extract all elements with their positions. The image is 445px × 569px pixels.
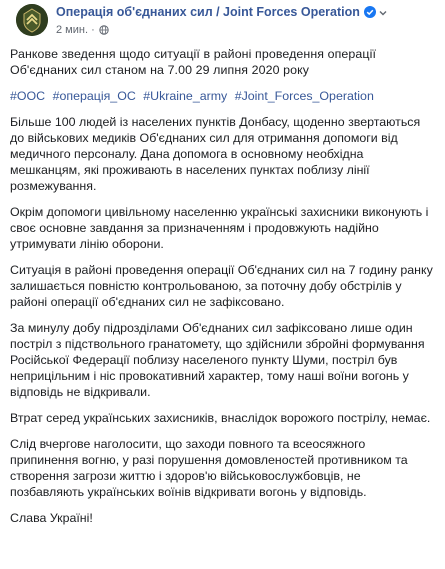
author-name-link[interactable]: Операція об'єднаних сил / Joint Forces Operation bbox=[56, 5, 360, 19]
hashtag-link[interactable]: #Joint_Forces_Operation bbox=[234, 89, 374, 103]
hashtag-link[interactable]: #ООС bbox=[10, 89, 46, 103]
globe-icon bbox=[99, 25, 109, 35]
hashtag-link[interactable]: #Ukraine_army bbox=[143, 89, 228, 103]
post-header bbox=[8, 0, 437, 40]
paragraph-casualties: Втрат серед українських захисників, внаслідок ворожого пострілу, немає. bbox=[10, 411, 431, 425]
army-emblem-icon[interactable] bbox=[16, 4, 48, 36]
paragraph-situation: Ситуація в районі проведення операції Об'єднаних сил на 7 годину ранку залишається повністю контрольованою, за поточну добу обстрілів у районі операції об'єднаних сил не зафіксовано. bbox=[10, 263, 433, 309]
paragraph-closing: Слава Україні! bbox=[10, 511, 93, 525]
paragraph-ceasefire: Слід вчергове наголосити, що заходи повного та всеосяжного припинення вогню, у разі порушення домовленостей противником та створення загрози життю і здоров'ю військовослужбовців, не позбавляють українських воїнів відкривати вогонь у відповідь. bbox=[10, 437, 408, 499]
post-title: Ранкове зведення щодо ситуації в районі проведення операції Об'єднаних сил станом на 7.00 29 липня 2020 року bbox=[10, 47, 377, 77]
chevron-down-icon[interactable] bbox=[378, 7, 388, 17]
hashtag-link[interactable]: #операція_ОС bbox=[52, 89, 136, 103]
author-line bbox=[56, 5, 388, 19]
hashtags bbox=[10, 88, 435, 104]
post-timestamp[interactable]: 2 мин. bbox=[56, 24, 89, 36]
paragraph-incident: За минулу добу підрозділами Об'єднаних сил зафіксовано лише один постріл з підствольного гранатомету, що здійснили збройні формування Російської Федерації поблизу населеного пункту Шуми, постріл був неприцільним і ніс провокативний характер, тому наші воїни вогонь у відповідь не відкривали. bbox=[10, 321, 425, 399]
paragraph-defense: Окрім допомоги цивільному населенню українські захисники виконують і своє основне завдання за призначенням і продовжують надійно утримувати лінію оборони. bbox=[10, 205, 429, 251]
post-content bbox=[10, 46, 435, 536]
verified-badge-icon bbox=[364, 6, 376, 18]
post-meta: 2 мин. · bbox=[56, 24, 109, 36]
paragraph-medical-help: Більше 100 людей із населених пунктів Донбасу, щоденно звертаються до військових медиків Об'єднаних сил для отримання допомоги від медичного персоналу. Дана допомога в основному необхідна мешканцям, які проживають в населених пунктах поблизу лінії розмежування. bbox=[10, 115, 421, 193]
